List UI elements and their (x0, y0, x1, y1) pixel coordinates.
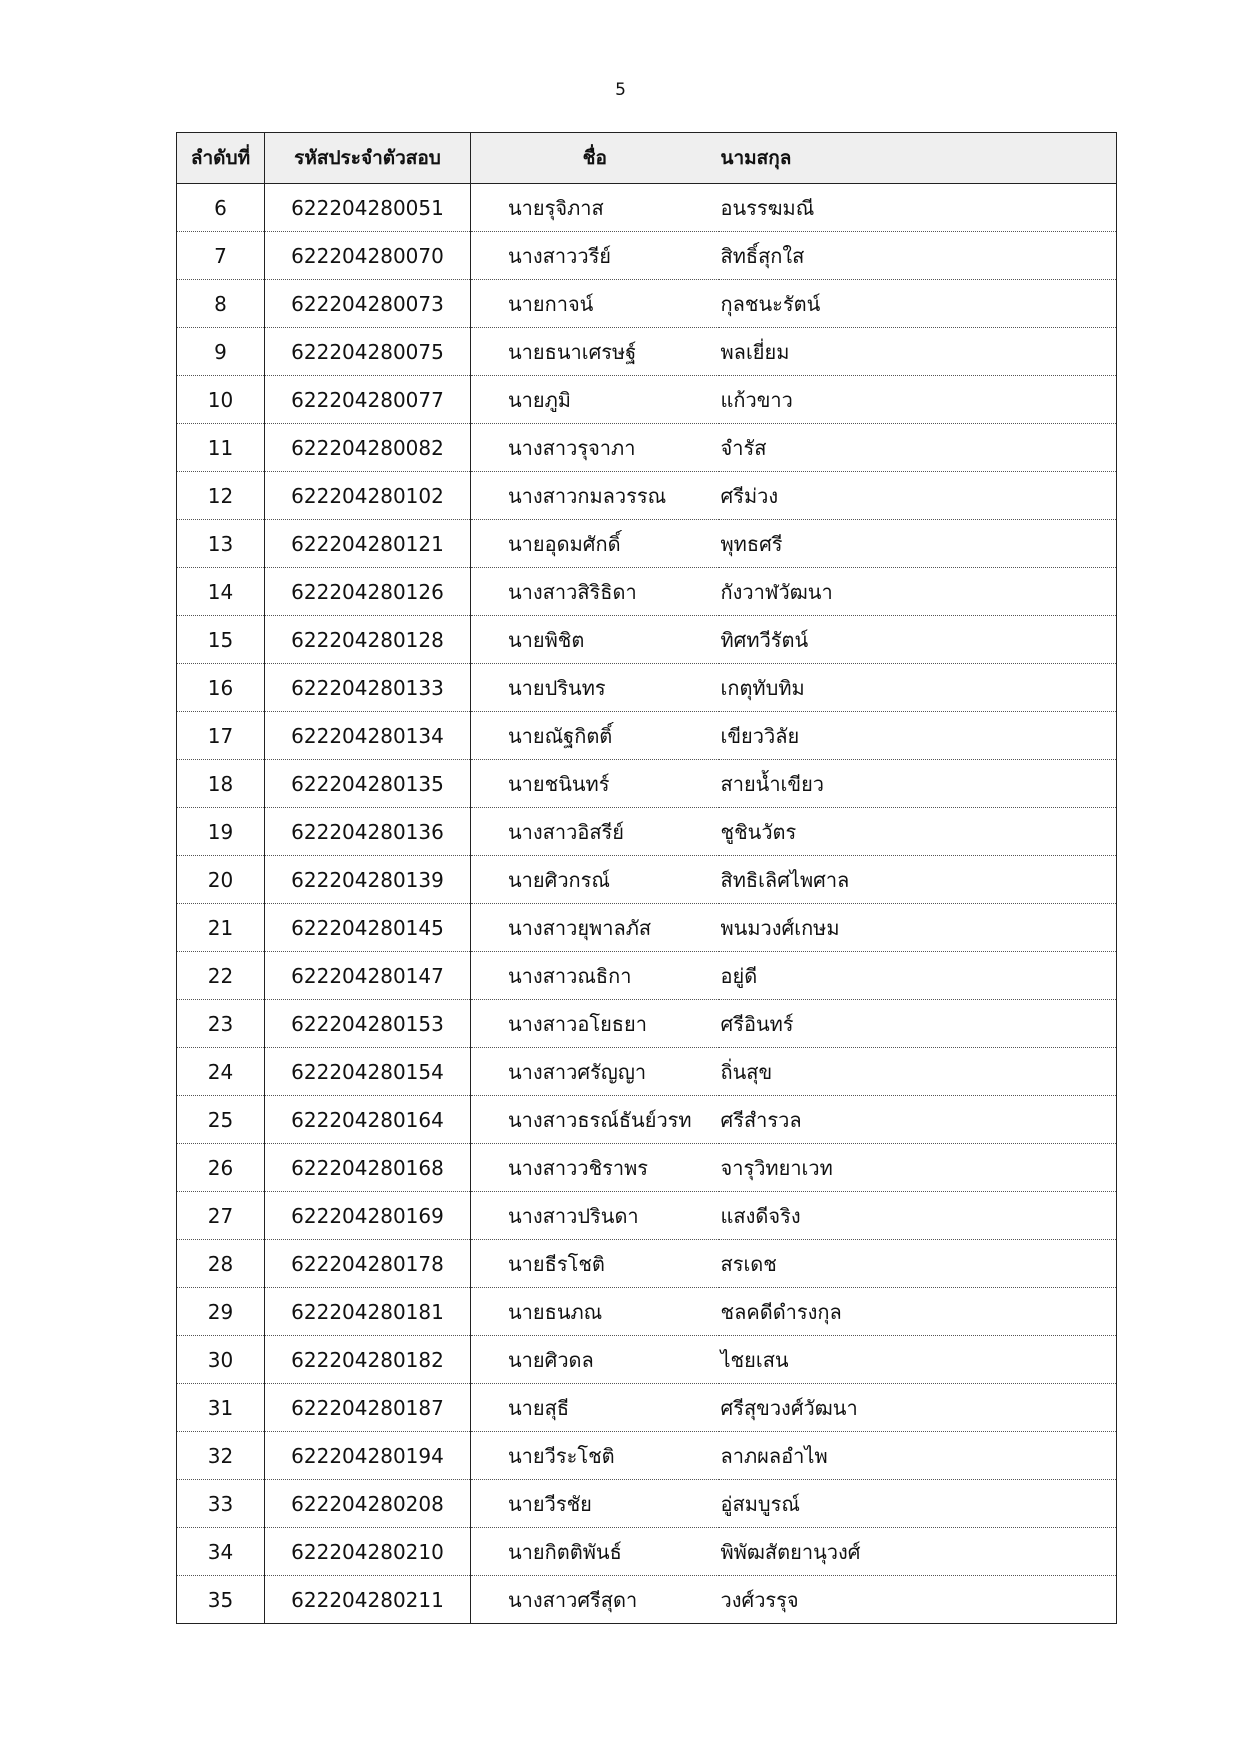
cell-exam-code: 622204280139 (265, 856, 471, 904)
table-row (177, 664, 1117, 712)
cell-index: 17 (177, 712, 265, 760)
cell-index: 35 (177, 1576, 265, 1624)
cell-first-name: นายธนภณ (471, 1288, 719, 1336)
cell-index: 26 (177, 1144, 265, 1192)
cell-last-name: ถิ่นสุข (719, 1048, 1117, 1096)
cell-last-name: เกตุทับทิม (719, 664, 1117, 712)
cell-first-name: นายพิชิต (471, 616, 719, 664)
cell-index: 19 (177, 808, 265, 856)
cell-exam-code: 622204280128 (265, 616, 471, 664)
table-row (177, 1240, 1117, 1288)
cell-index: 14 (177, 568, 265, 616)
page-number: 5 (615, 80, 626, 100)
cell-index: 22 (177, 952, 265, 1000)
cell-exam-code: 622204280194 (265, 1432, 471, 1480)
cell-last-name: ไชยเสน (719, 1336, 1117, 1384)
cell-first-name: นายณัฐกิตติ์ (471, 712, 719, 760)
cell-first-name: นายชนินทร์ (471, 760, 719, 808)
table-row (177, 1096, 1117, 1144)
cell-first-name: นางสาวยุพาลภัส (471, 904, 719, 952)
cell-index: 15 (177, 616, 265, 664)
cell-first-name: นางสาวณธิกา (471, 952, 719, 1000)
cell-index: 16 (177, 664, 265, 712)
table-row (177, 1480, 1117, 1528)
cell-exam-code: 622204280121 (265, 520, 471, 568)
cell-exam-code: 622204280126 (265, 568, 471, 616)
cell-last-name: พนมวงศ์เกษม (719, 904, 1117, 952)
cell-index: 24 (177, 1048, 265, 1096)
cell-last-name: ลาภผลอำไพ (719, 1432, 1117, 1480)
cell-last-name: พลเยี่ยม (719, 328, 1117, 376)
cell-index: 33 (177, 1480, 265, 1528)
cell-exam-code: 622204280154 (265, 1048, 471, 1096)
cell-first-name: นายวีรชัย (471, 1480, 719, 1528)
table-row (177, 1144, 1117, 1192)
cell-exam-code: 622204280164 (265, 1096, 471, 1144)
cell-exam-code: 622204280168 (265, 1144, 471, 1192)
cell-first-name: นางสาวปรินดา (471, 1192, 719, 1240)
cell-last-name: อู่สมบูรณ์ (719, 1480, 1117, 1528)
table-row (177, 1528, 1117, 1576)
cell-first-name: นายวีระโชติ (471, 1432, 719, 1480)
cell-last-name: แสงดีจริง (719, 1192, 1117, 1240)
table-row (177, 232, 1117, 280)
table-row (177, 616, 1117, 664)
cell-first-name: นางสาวรุจาภา (471, 424, 719, 472)
table-row (177, 904, 1117, 952)
cell-exam-code: 622204280135 (265, 760, 471, 808)
header-exam-code: รหัสประจำตัวสอบ (265, 133, 471, 184)
table-row (177, 424, 1117, 472)
table-row (177, 856, 1117, 904)
cell-exam-code: 622204280136 (265, 808, 471, 856)
table-row (177, 1336, 1117, 1384)
cell-first-name: นายธีรโชติ (471, 1240, 719, 1288)
table-body (177, 184, 1117, 1624)
cell-last-name: วงศ์วรรุจ (719, 1576, 1117, 1624)
cell-index: 8 (177, 280, 265, 328)
cell-exam-code: 622204280211 (265, 1576, 471, 1624)
cell-last-name: ศรีสุขวงศ์วัฒนา (719, 1384, 1117, 1432)
exam-candidate-table (176, 132, 1117, 1624)
cell-last-name: จารุวิทยาเวท (719, 1144, 1117, 1192)
cell-last-name: ศรีสำรวล (719, 1096, 1117, 1144)
cell-first-name: นางสาววชิราพร (471, 1144, 719, 1192)
cell-last-name: ชูชินวัตร (719, 808, 1117, 856)
cell-first-name: นายธนาเศรษฐ์ (471, 328, 719, 376)
cell-first-name: นางสาวอิสรีย์ (471, 808, 719, 856)
cell-exam-code: 622204280077 (265, 376, 471, 424)
cell-first-name: นายภูมิ (471, 376, 719, 424)
table-row (177, 1000, 1117, 1048)
table-row (177, 520, 1117, 568)
cell-index: 6 (177, 184, 265, 232)
cell-first-name: นางสาวศรัญญา (471, 1048, 719, 1096)
cell-first-name: นายศิวกรณ์ (471, 856, 719, 904)
table-row (177, 280, 1117, 328)
table-row (177, 1192, 1117, 1240)
cell-last-name: สรเดช (719, 1240, 1117, 1288)
cell-exam-code: 622204280169 (265, 1192, 471, 1240)
cell-index: 11 (177, 424, 265, 472)
cell-exam-code: 622204280147 (265, 952, 471, 1000)
cell-first-name: นายสุธี (471, 1384, 719, 1432)
cell-last-name: กังวาฬวัฒนา (719, 568, 1117, 616)
table-row (177, 568, 1117, 616)
cell-exam-code: 622204280102 (265, 472, 471, 520)
cell-last-name: สิทธิเลิศไพศาล (719, 856, 1117, 904)
cell-exam-code: 622204280134 (265, 712, 471, 760)
table-row (177, 760, 1117, 808)
cell-index: 21 (177, 904, 265, 952)
cell-first-name: นางสาวกมลวรรณ (471, 472, 719, 520)
cell-index: 32 (177, 1432, 265, 1480)
cell-exam-code: 622204280051 (265, 184, 471, 232)
header-last-name: นามสกุล (719, 133, 1117, 184)
cell-last-name: จำรัส (719, 424, 1117, 472)
cell-exam-code: 622204280208 (265, 1480, 471, 1528)
cell-last-name: เขียววิลัย (719, 712, 1117, 760)
header-first-name: ชื่อ (471, 133, 719, 184)
table-row (177, 712, 1117, 760)
cell-exam-code: 622204280075 (265, 328, 471, 376)
cell-index: 9 (177, 328, 265, 376)
cell-exam-code: 622204280133 (265, 664, 471, 712)
cell-index: 27 (177, 1192, 265, 1240)
cell-exam-code: 622204280073 (265, 280, 471, 328)
cell-exam-code: 622204280145 (265, 904, 471, 952)
cell-index: 10 (177, 376, 265, 424)
cell-index: 30 (177, 1336, 265, 1384)
cell-index: 13 (177, 520, 265, 568)
cell-last-name: พิพัฒสัตยานุวงศ์ (719, 1528, 1117, 1576)
table-row (177, 1432, 1117, 1480)
cell-exam-code: 622204280181 (265, 1288, 471, 1336)
cell-exam-code: 622204280182 (265, 1336, 471, 1384)
cell-index: 28 (177, 1240, 265, 1288)
cell-first-name: นายปรินทร (471, 664, 719, 712)
cell-exam-code: 622204280070 (265, 232, 471, 280)
table-row (177, 952, 1117, 1000)
cell-first-name: นางสาวอโยธยา (471, 1000, 719, 1048)
table-row (177, 376, 1117, 424)
cell-index: 29 (177, 1288, 265, 1336)
cell-first-name: นายรุจิภาส (471, 184, 719, 232)
cell-first-name: นางสาวศรีสุดา (471, 1576, 719, 1624)
cell-exam-code: 622204280187 (265, 1384, 471, 1432)
cell-index: 31 (177, 1384, 265, 1432)
table-row (177, 1048, 1117, 1096)
cell-index: 34 (177, 1528, 265, 1576)
table-row (177, 472, 1117, 520)
cell-first-name: นายศิวดล (471, 1336, 719, 1384)
table-header-row (177, 133, 1117, 184)
cell-index: 18 (177, 760, 265, 808)
header-index: ลำดับที่ (177, 133, 265, 184)
cell-first-name: นายกาจน์ (471, 280, 719, 328)
cell-last-name: ศรีอินทร์ (719, 1000, 1117, 1048)
cell-last-name: ทิศทวีรัตน์ (719, 616, 1117, 664)
table-row (177, 1576, 1117, 1624)
cell-exam-code: 622204280153 (265, 1000, 471, 1048)
table-row (177, 1288, 1117, 1336)
cell-first-name: นางสาววรีย์ (471, 232, 719, 280)
cell-index: 23 (177, 1000, 265, 1048)
cell-last-name: แก้วขาว (719, 376, 1117, 424)
cell-exam-code: 622204280082 (265, 424, 471, 472)
cell-index: 7 (177, 232, 265, 280)
cell-index: 20 (177, 856, 265, 904)
cell-last-name: พุทธศรี (719, 520, 1117, 568)
cell-first-name: นายกิตติพันธ์ (471, 1528, 719, 1576)
cell-exam-code: 622204280210 (265, 1528, 471, 1576)
cell-last-name: อยู่ดี (719, 952, 1117, 1000)
cell-first-name: นางสาวสิริธิดา (471, 568, 719, 616)
cell-last-name: ชลคดีดำรงกุล (719, 1288, 1117, 1336)
cell-exam-code: 622204280178 (265, 1240, 471, 1288)
table-row (177, 328, 1117, 376)
table-row (177, 1384, 1117, 1432)
cell-first-name: นายอุดมศักดิ์ (471, 520, 719, 568)
cell-first-name: นางสาวธรณ์ธันย์วรท (471, 1096, 719, 1144)
cell-last-name: สิทธิ์สุกใส (719, 232, 1117, 280)
table-row (177, 184, 1117, 232)
cell-last-name: สายน้ำเขียว (719, 760, 1117, 808)
cell-last-name: อนรรฆมณี (719, 184, 1117, 232)
cell-index: 12 (177, 472, 265, 520)
cell-last-name: กุลชนะรัตน์ (719, 280, 1117, 328)
cell-last-name: ศรีม่วง (719, 472, 1117, 520)
table-row (177, 808, 1117, 856)
cell-index: 25 (177, 1096, 265, 1144)
